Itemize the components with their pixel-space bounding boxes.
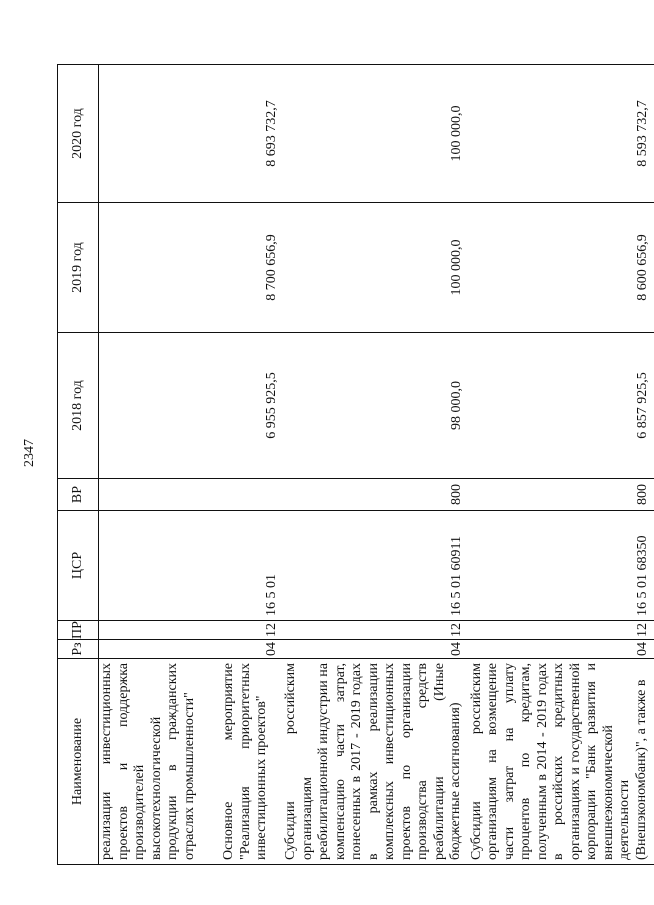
row-vr: 800 [283, 479, 469, 511]
header-csr: ЦСР [58, 511, 99, 621]
row-pr: 12 [469, 621, 654, 640]
row-2019 [99, 203, 222, 333]
page-number-area [0, 0, 60, 905]
header-pr: ПР [58, 621, 99, 640]
row-2020 [99, 65, 222, 203]
row-rz: 04 [469, 640, 654, 659]
row-2018 [99, 333, 222, 479]
header-2018: 2018 год [58, 333, 99, 479]
row-2018: 6 857 925,5 [469, 333, 654, 479]
row-csr: 16 5 01 [221, 511, 283, 621]
header-rz: Рз [58, 640, 99, 659]
row-name: Основное мероприятие "Реализация приоритетных инвестиционных проектов" [221, 659, 283, 865]
row-2018: 98 000,0 [283, 333, 469, 479]
table-row [469, 65, 654, 865]
row-2018: 6 955 925,5 [221, 333, 283, 479]
row-rz: 04 [221, 640, 283, 659]
row-2020: 100 000,0 [283, 65, 469, 203]
header-row [58, 65, 99, 865]
row-pr: 12 [221, 621, 283, 640]
row-2019: 8 700 656,9 [221, 203, 283, 333]
header-2020: 2020 год [58, 65, 99, 203]
table-row [99, 65, 222, 865]
table-row [283, 65, 469, 865]
table-row [221, 65, 283, 865]
budget-table [57, 64, 654, 865]
row-pr [99, 621, 222, 640]
row-csr: 16 5 01 68350 [469, 511, 654, 621]
row-2020: 8 593 732,7 [469, 65, 654, 203]
row-2019: 100 000,0 [283, 203, 469, 333]
row-name: Субсидии российским организациям реабилитационной индустрии на компенсацию части затрат, понесенных в 2017 - 2019 годах в рамках реализации комплексных инвестиционных проектов по организации производства средств реабилитации (Иные бюджетные ассигнования) [283, 659, 469, 865]
row-vr [221, 479, 283, 511]
row-csr: 16 5 01 60911 [283, 511, 469, 621]
row-rz: 04 [283, 640, 469, 659]
row-pr: 12 [283, 621, 469, 640]
header-2019: 2019 год [58, 203, 99, 333]
row-2019: 8 600 656,9 [469, 203, 654, 333]
rotated-budget-table [57, 65, 650, 865]
header-vr: ВР [58, 479, 99, 511]
header-name: Наименование [58, 659, 99, 865]
row-name: Субсидии российским организациям на возмещение части затрат на уплату процентов по кредитам, полученным в 2014 - 2019 годах в российских кредитных организациях и государственной корпорации "Банк развития и внешнеэкономической деятельности (Внешэкономбанк)", а также в [469, 659, 654, 865]
row-csr [99, 511, 222, 621]
row-vr: 800 [469, 479, 654, 511]
page-number: 2347 [22, 438, 37, 467]
row-name: реализации инвестиционных проектов и поддержка производителей высокотехнологической продукции в гражданских отраслях промышленности" [99, 659, 222, 865]
row-vr [99, 479, 222, 511]
row-2020: 8 693 732,7 [221, 65, 283, 203]
row-rz [99, 640, 222, 659]
